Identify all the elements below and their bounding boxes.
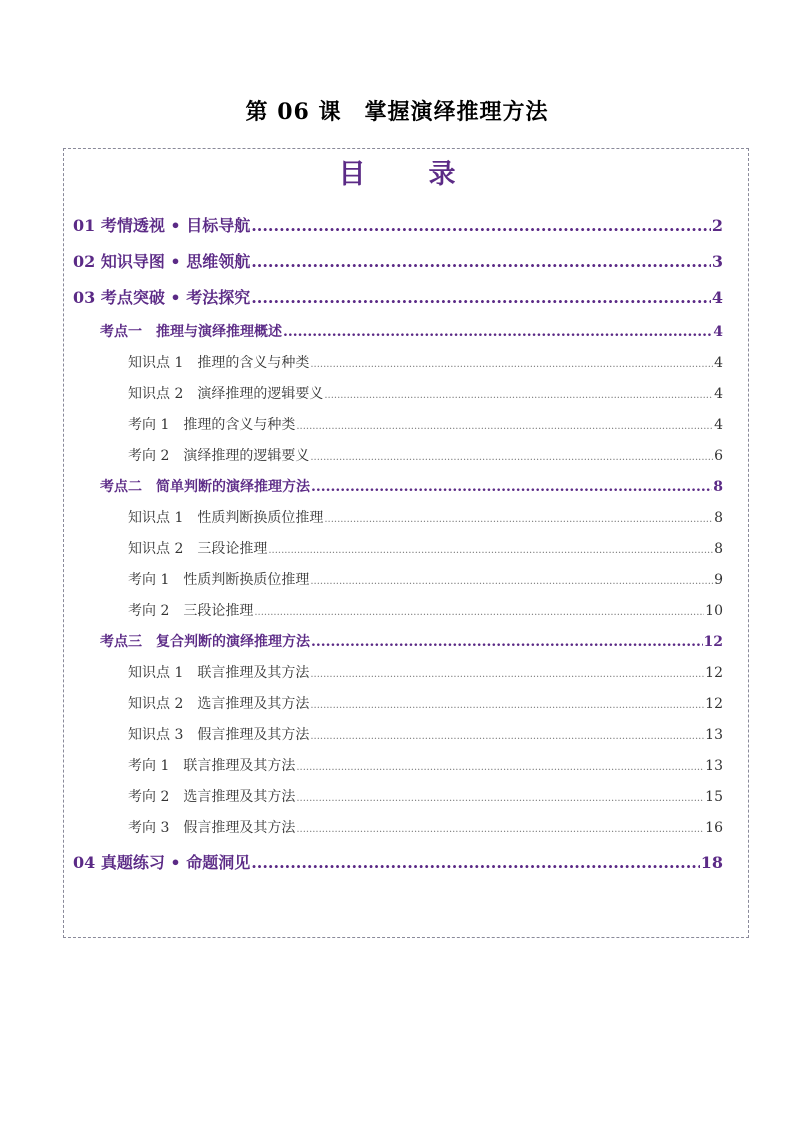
toc-entry-label: 知识点 1 联言推理及其方法 [128, 665, 310, 681]
toc-entry-zhishi-3-2[interactable] [128, 693, 723, 713]
toc-entry-label: 考向 1 联言推理及其方法 [128, 758, 296, 774]
toc-entry-01[interactable] [73, 213, 723, 236]
toc-entry-page: 4 [713, 324, 723, 340]
toc-entry-04[interactable] [73, 850, 723, 873]
toc-entry-kaoxiang-3-2[interactable] [128, 786, 723, 806]
toc-entry-label: 03 考点突破 • 考法探究 [73, 288, 251, 307]
toc-entry-page: 12 [703, 634, 723, 650]
toc-entry-label: 02 知识导图 • 思维领航 [73, 252, 251, 271]
toc-entry-page: 6 [714, 448, 723, 464]
toc-entry-label: 知识点 2 演绎推理的逻辑要义 [128, 386, 324, 402]
toc-entry-label: 考向 1 推理的含义与种类 [128, 417, 296, 433]
toc-entry-kaoxiang-2-1[interactable] [128, 569, 723, 589]
toc-entry-page: 10 [705, 603, 723, 619]
toc-entry-page: 3 [711, 252, 723, 271]
toc-entry-page: 13 [705, 727, 723, 743]
toc-entry-label: 考向 3 假言推理及其方法 [128, 820, 296, 836]
toc-entry-page: 15 [705, 789, 723, 805]
toc-entry-kaodian-1[interactable] [100, 321, 723, 341]
toc-entry-label: 考向 1 性质判断换质位推理 [128, 572, 310, 588]
toc-entry-02[interactable] [73, 249, 723, 272]
toc-entry-page: 12 [705, 696, 723, 712]
toc-entry-label: 考向 2 选言推理及其方法 [128, 789, 296, 805]
toc-entry-zhishi-2-1[interactable] [128, 507, 723, 527]
toc-entry-label: 知识点 1 推理的含义与种类 [128, 355, 310, 371]
toc-entry-label: 知识点 3 假言推理及其方法 [128, 727, 310, 743]
toc-entry-label: 考点一 推理与演绎推理概述 [100, 324, 282, 340]
toc-entry-page: 18 [700, 853, 723, 872]
toc-entry-page: 8 [713, 479, 723, 495]
toc-entry-page: 2 [711, 216, 723, 235]
toc-entry-zhishi-1-2[interactable] [128, 383, 723, 403]
toc-entry-label: 04 真题练习 • 命题洞见 [73, 853, 251, 872]
toc-entry-kaodian-2[interactable] [100, 476, 723, 496]
page-title: 第 06 课 掌握演绎推理方法 [245, 99, 549, 125]
toc-entry-kaoxiang-3-3[interactable] [128, 817, 723, 837]
toc-entry-page: 4 [714, 355, 723, 371]
toc-heading: 目 录 [338, 159, 474, 190]
toc-entry-page: 13 [705, 758, 723, 774]
toc-entry-label: 考向 2 三段论推理 [128, 603, 254, 619]
toc-entry-page: 16 [705, 820, 723, 836]
toc-entry-page: 4 [711, 288, 723, 307]
toc-entry-label: 知识点 1 性质判断换质位推理 [128, 510, 324, 526]
toc-entry-03[interactable] [73, 285, 723, 308]
toc-entry-page: 4 [714, 417, 723, 433]
toc-entry-page: 12 [705, 665, 723, 681]
toc-entry-zhishi-2-2[interactable] [128, 538, 723, 558]
toc-entry-page: 4 [714, 386, 723, 402]
toc-entry-label: 考点二 简单判断的演绎推理方法 [100, 479, 310, 495]
toc-entry-zhishi-1-1[interactable] [128, 352, 723, 372]
toc-entry-label: 01 考情透视 • 目标导航 [73, 216, 251, 235]
toc-entry-kaoxiang-1-1[interactable] [128, 414, 723, 434]
toc-entry-kaodian-3[interactable] [100, 631, 723, 651]
toc-entry-kaoxiang-3-1[interactable] [128, 755, 723, 775]
toc-entry-label: 知识点 2 三段论推理 [128, 541, 268, 557]
toc-entry-zhishi-3-3[interactable] [128, 724, 723, 744]
toc-entry-zhishi-3-1[interactable] [128, 662, 723, 682]
toc-entry-label: 考向 2 演绎推理的逻辑要义 [128, 448, 310, 464]
toc-entry-label: 考点三 复合判断的演绎推理方法 [100, 634, 310, 650]
toc-entry-page: 8 [714, 510, 723, 526]
table-of-contents [63, 148, 749, 938]
toc-entry-label: 知识点 2 选言推理及其方法 [128, 696, 310, 712]
toc-entry-page: 8 [714, 541, 723, 557]
toc-entry-kaoxiang-1-2[interactable] [128, 445, 723, 465]
toc-entry-page: 9 [714, 572, 723, 588]
toc-entry-kaoxiang-2-2[interactable] [128, 600, 723, 620]
